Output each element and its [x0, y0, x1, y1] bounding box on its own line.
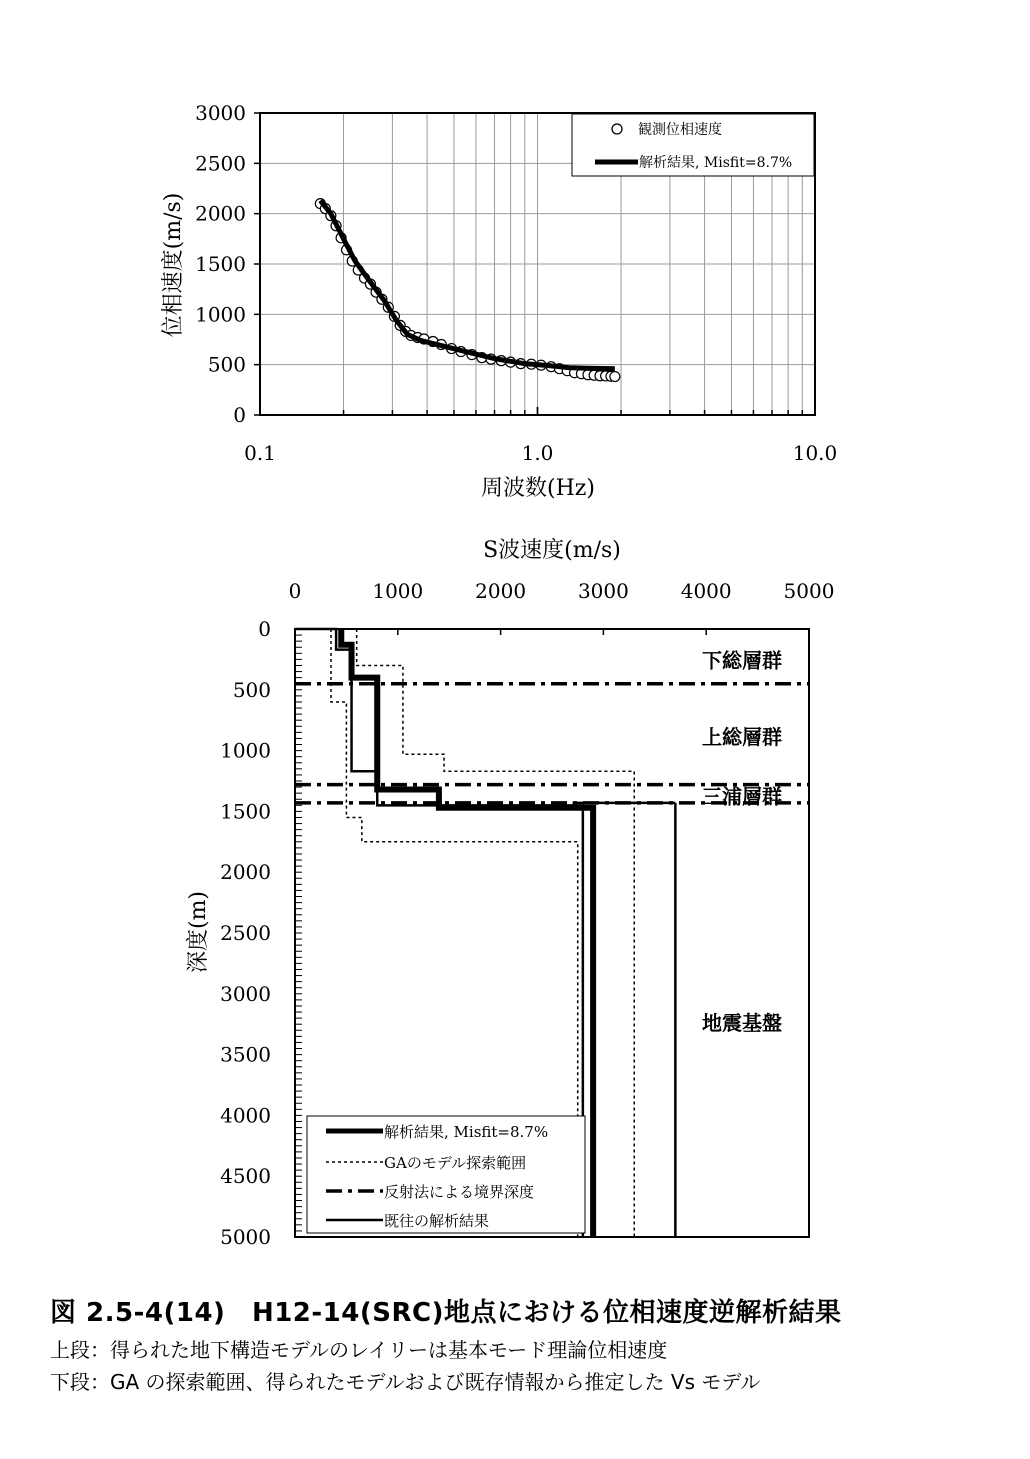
c1-y-tick-label: 1000 — [195, 302, 246, 327]
c2-x-axis-label: S波速度(m/s) — [483, 538, 621, 563]
c1-y-tick-label: 2000 — [195, 201, 246, 226]
c2-y-tick-label: 1500 — [220, 799, 271, 824]
c2-x-tick-label: 5000 — [783, 579, 835, 603]
figure-caption-line-lower: 下段：GA の探索範囲、得られたモデルおよび既存情報から推定した Vs モデル — [50, 1370, 761, 1394]
c2-y-tick-label: 3000 — [220, 981, 271, 1006]
c1-legend-marker-observed — [612, 124, 622, 134]
c1-y-tick-label: 0 — [233, 403, 246, 427]
c2-y-tick-label: 2000 — [220, 860, 271, 885]
c2-legend — [307, 1116, 585, 1233]
c2-y-tick-label: 4500 — [220, 1164, 271, 1189]
c2-legend-label-analysis: 解析結果, Misfit=8.7% — [384, 1123, 549, 1141]
c2-y-tick-label: 2500 — [220, 921, 271, 945]
c1-legend-label-observed: 観測位相速度 — [638, 122, 722, 138]
c2-layer-label: 下総層群 — [702, 648, 782, 673]
c1-y-axis-label: 位相速度(m/s) — [161, 192, 186, 338]
c2-layer-label: 三浦層群 — [702, 784, 782, 809]
c1-legend-label-analysis: 解析結果, Misfit=8.7% — [639, 155, 793, 171]
c1-y-tick-label: 1500 — [195, 252, 246, 276]
c2-y-tick-label: 0 — [258, 617, 271, 641]
c1-y-tick-label: 3000 — [195, 101, 246, 125]
c1-observed-point — [610, 372, 620, 382]
c2-x-tick-label: 2000 — [475, 579, 527, 603]
c2-layer-label: 地震基盤 — [702, 1010, 782, 1035]
c1-analysis-line — [320, 201, 615, 369]
c2-legend-label-previous: 既往の解析結果 — [384, 1212, 490, 1230]
c1-x-axis-label: 周波数(Hz) — [481, 476, 595, 501]
c1-legend — [572, 114, 814, 176]
c2-layer-label: 上総層群 — [702, 725, 782, 750]
c2-y-tick-label: 5000 — [220, 1225, 271, 1249]
c2-x-tick-label: 4000 — [680, 579, 732, 603]
c1-x-tick-label: 1.0 — [521, 441, 554, 465]
c1-y-tick-label: 2500 — [195, 151, 246, 176]
c2-legend-label-ga-range: GAのモデル探索範囲 — [384, 1154, 527, 1172]
c2-x-tick-label: 0 — [288, 579, 302, 603]
c2-y-tick-label: 500 — [232, 677, 271, 702]
c2-y-tick-label: 3500 — [220, 1042, 271, 1067]
c2-x-tick-label: 1000 — [372, 579, 424, 603]
c1-y-tick-label: 500 — [207, 352, 246, 377]
vs-profile-chart — [186, 538, 834, 1249]
c2-y-tick-label: 1000 — [220, 738, 271, 763]
c1-x-tick-label: 0.1 — [244, 441, 276, 465]
c2-layer-labels — [702, 648, 782, 1034]
figure-caption-title: 図 2.5-4(14) H12-14(SRC)地点における位相速度逆解析結果 — [50, 1298, 842, 1328]
c2-y-tick-label: 4000 — [220, 1103, 271, 1128]
c2-y-axis-label: 深度(m) — [186, 890, 211, 974]
c2-legend-label-reflection: 反射法による境界深度 — [384, 1183, 535, 1201]
figure-caption-line-upper: 上段：得られた地下構造モデルのレイリーは基本モード理論位相速度 — [50, 1338, 668, 1362]
c1-x-tick-label: 10.0 — [792, 441, 838, 465]
c2-x-tick-label: 3000 — [577, 579, 629, 603]
phase-velocity-chart — [161, 101, 837, 501]
